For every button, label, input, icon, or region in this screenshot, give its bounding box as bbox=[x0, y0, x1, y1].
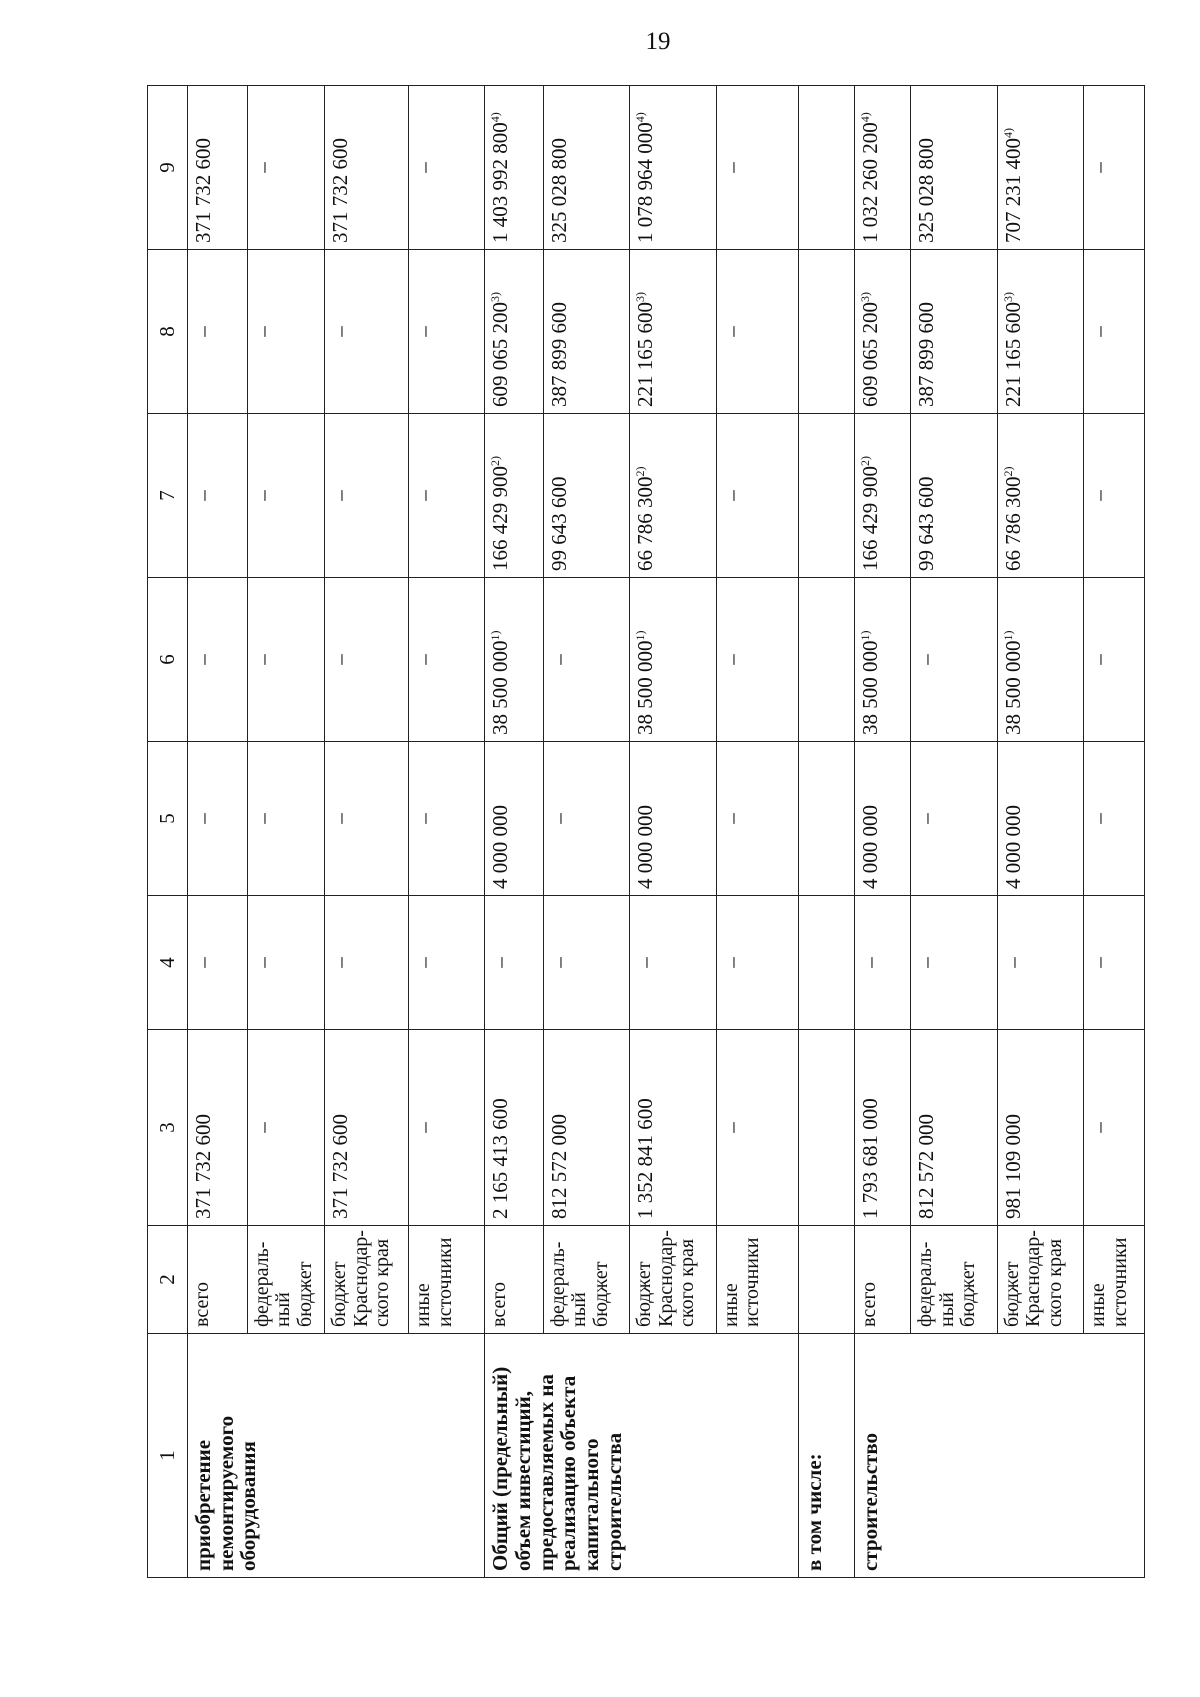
value-cell bbox=[630, 414, 717, 578]
value-text: – bbox=[191, 490, 216, 501]
value-text: – bbox=[546, 813, 571, 824]
value-cell bbox=[325, 250, 409, 414]
value-cell bbox=[485, 250, 543, 414]
empty-cell bbox=[798, 742, 854, 896]
value-text: 1 352 841 600 bbox=[633, 1098, 658, 1219]
value-cell bbox=[630, 896, 717, 1030]
value-cell bbox=[630, 86, 717, 250]
value-text: 38 500 000 bbox=[633, 640, 658, 735]
footnote-marker: 2) bbox=[633, 466, 648, 477]
value-text: 325 028 800 bbox=[546, 138, 571, 243]
value-cell bbox=[911, 896, 998, 1030]
value-cell bbox=[855, 250, 911, 414]
value-text: – bbox=[719, 162, 744, 173]
value-text: – bbox=[1087, 490, 1112, 501]
footnote-marker: 4) bbox=[633, 112, 648, 123]
value-cell bbox=[409, 414, 485, 578]
value-cell bbox=[409, 578, 485, 742]
value-cell bbox=[543, 896, 630, 1030]
empty-cell bbox=[798, 578, 854, 742]
footnote-marker: 3) bbox=[858, 292, 873, 302]
value-text: 1 032 260 200 bbox=[858, 122, 883, 243]
value-text: – bbox=[412, 1122, 437, 1133]
column-number: 3 bbox=[148, 1030, 188, 1226]
value-cell bbox=[247, 414, 325, 578]
value-text: 387 899 600 bbox=[546, 302, 571, 407]
value-cell bbox=[716, 250, 798, 414]
value-text: – bbox=[633, 957, 658, 968]
column-number-row bbox=[148, 86, 188, 1578]
value-text: – bbox=[412, 654, 437, 665]
value-text: 4 000 000 bbox=[1000, 805, 1025, 889]
value-cell bbox=[543, 250, 630, 414]
value-text: 387 899 600 bbox=[914, 302, 939, 407]
column-number: 7 bbox=[148, 414, 188, 578]
value-text: 4 000 000 bbox=[858, 805, 883, 889]
footnote-marker: 1) bbox=[633, 630, 648, 641]
value-text: 1 078 964 000 bbox=[633, 122, 658, 243]
value-cell bbox=[716, 896, 798, 1030]
value-cell bbox=[247, 742, 325, 896]
value-text: 371 732 600 bbox=[328, 138, 353, 243]
value-text: – bbox=[1087, 326, 1112, 337]
value-text: 99 643 600 bbox=[546, 476, 571, 571]
value-cell bbox=[855, 742, 911, 896]
value-cell bbox=[855, 1030, 911, 1226]
funding-source-cell: бюджет Краснодар-ского края bbox=[630, 1226, 717, 1334]
value-cell bbox=[630, 742, 717, 896]
value-text: – bbox=[250, 162, 275, 173]
footnote-marker: 4) bbox=[858, 112, 873, 123]
investment-table bbox=[147, 85, 1145, 1578]
value-text: – bbox=[328, 490, 353, 501]
value-cell bbox=[716, 742, 798, 896]
value-cell bbox=[1084, 250, 1145, 414]
table-row bbox=[855, 86, 911, 1578]
value-cell bbox=[188, 86, 247, 250]
value-text: – bbox=[719, 326, 744, 337]
value-text: 66 786 300 bbox=[1000, 476, 1025, 571]
value-text: – bbox=[412, 957, 437, 968]
value-text: – bbox=[191, 957, 216, 968]
value-text: 38 500 000 bbox=[1000, 640, 1025, 735]
value-cell bbox=[485, 86, 543, 250]
footnote-marker: 2) bbox=[1000, 466, 1015, 477]
column-number: 5 bbox=[148, 742, 188, 896]
value-cell bbox=[716, 414, 798, 578]
including-label: в том числе: bbox=[798, 1334, 854, 1578]
value-text: – bbox=[1087, 162, 1112, 173]
value-cell bbox=[188, 1030, 247, 1226]
value-text: 2 165 413 600 bbox=[488, 1098, 513, 1219]
value-text: 1 403 992 800 bbox=[488, 122, 513, 243]
funding-source-cell: федераль-ный бюджет bbox=[911, 1226, 998, 1334]
value-text: – bbox=[719, 654, 744, 665]
value-text: 609 065 200 bbox=[488, 302, 513, 407]
value-text: 609 065 200 bbox=[858, 302, 883, 407]
value-text: – bbox=[328, 654, 353, 665]
table-row bbox=[798, 86, 854, 1578]
footnote-marker: 3) bbox=[633, 292, 648, 302]
value-cell bbox=[409, 742, 485, 896]
value-cell bbox=[247, 896, 325, 1030]
value-cell bbox=[1084, 414, 1145, 578]
funding-source-cell: иные источники bbox=[409, 1226, 485, 1334]
column-number: 1 bbox=[148, 1334, 188, 1578]
value-cell bbox=[855, 414, 911, 578]
funding-source-cell: бюджет Краснодар-ского края bbox=[997, 1226, 1084, 1334]
value-text: – bbox=[1000, 957, 1025, 968]
value-text: – bbox=[488, 957, 513, 968]
footnote-marker: 1) bbox=[488, 630, 503, 641]
rotated-table-wrapper bbox=[147, 86, 1145, 1578]
empty-cell bbox=[798, 1226, 854, 1334]
value-text: 707 231 400 bbox=[1000, 138, 1025, 243]
funding-source-cell: федераль-ный бюджет bbox=[543, 1226, 630, 1334]
footnote-marker: 3) bbox=[1000, 292, 1015, 302]
value-cell bbox=[911, 86, 998, 250]
page-number: 19 bbox=[645, 28, 671, 55]
value-cell bbox=[997, 896, 1084, 1030]
value-cell bbox=[485, 578, 543, 742]
value-text: – bbox=[328, 813, 353, 824]
value-text: – bbox=[250, 654, 275, 665]
value-text: – bbox=[719, 813, 744, 824]
value-cell bbox=[997, 86, 1084, 250]
value-cell bbox=[409, 250, 485, 414]
value-cell bbox=[543, 414, 630, 578]
value-cell bbox=[325, 896, 409, 1030]
funding-source-cell: всего bbox=[188, 1226, 247, 1334]
value-cell bbox=[247, 86, 325, 250]
value-cell bbox=[911, 578, 998, 742]
value-cell bbox=[188, 896, 247, 1030]
value-cell bbox=[1084, 742, 1145, 896]
funding-source-cell: всего bbox=[855, 1226, 911, 1334]
value-text: 38 500 000 bbox=[488, 640, 513, 735]
value-cell bbox=[485, 742, 543, 896]
value-cell bbox=[188, 742, 247, 896]
value-text: 325 028 800 bbox=[914, 138, 939, 243]
value-text: 66 786 300 bbox=[633, 476, 658, 571]
value-text: – bbox=[1087, 957, 1112, 968]
value-text: – bbox=[719, 1122, 744, 1133]
table-row bbox=[188, 86, 247, 1578]
value-text: – bbox=[1087, 654, 1112, 665]
value-cell bbox=[855, 86, 911, 250]
value-text: 1 793 681 000 bbox=[858, 1098, 883, 1219]
value-text: 4 000 000 bbox=[633, 805, 658, 889]
value-cell bbox=[911, 742, 998, 896]
footnote-marker: 2) bbox=[488, 456, 503, 466]
value-text: 371 732 600 bbox=[328, 1114, 353, 1219]
row-group-label: Общий (предельный) объем инвестиций, предоставляемых на реализацию объекта капитального строительства bbox=[485, 1334, 799, 1578]
value-cell bbox=[543, 86, 630, 250]
value-cell bbox=[325, 1030, 409, 1226]
column-number: 6 bbox=[148, 578, 188, 742]
value-text: – bbox=[250, 490, 275, 501]
value-cell bbox=[997, 250, 1084, 414]
value-cell bbox=[325, 578, 409, 742]
value-cell bbox=[247, 250, 325, 414]
funding-source-cell: всего bbox=[485, 1226, 543, 1334]
value-cell bbox=[409, 896, 485, 1030]
value-cell bbox=[1084, 578, 1145, 742]
value-cell bbox=[409, 86, 485, 250]
footnote-marker: 4) bbox=[488, 112, 503, 123]
value-cell bbox=[997, 578, 1084, 742]
value-text: – bbox=[412, 326, 437, 337]
value-cell bbox=[188, 578, 247, 742]
value-text: – bbox=[719, 957, 744, 968]
funding-source-cell: иные источники bbox=[1084, 1226, 1145, 1334]
value-text: – bbox=[412, 162, 437, 173]
value-text: – bbox=[412, 813, 437, 824]
value-text: – bbox=[250, 1122, 275, 1133]
value-cell bbox=[325, 414, 409, 578]
footnote-marker: 4) bbox=[1000, 128, 1015, 138]
funding-source-cell: иные источники bbox=[716, 1226, 798, 1334]
value-cell bbox=[1084, 896, 1145, 1030]
value-cell bbox=[855, 578, 911, 742]
value-text: 371 732 600 bbox=[191, 1114, 216, 1219]
table-row bbox=[485, 86, 543, 1578]
value-cell bbox=[855, 896, 911, 1030]
value-text: 166 429 900 bbox=[488, 466, 513, 571]
value-cell bbox=[716, 86, 798, 250]
funding-source-cell: федераль-ный бюджет bbox=[247, 1226, 325, 1334]
value-text: – bbox=[191, 654, 216, 665]
value-text: 221 165 600 bbox=[1000, 302, 1025, 407]
value-cell bbox=[188, 250, 247, 414]
footnote-marker: 1) bbox=[858, 630, 873, 641]
value-text: – bbox=[328, 957, 353, 968]
value-text: 38 500 000 bbox=[858, 640, 883, 735]
value-text: – bbox=[1087, 1122, 1112, 1133]
column-number: 4 bbox=[148, 896, 188, 1030]
value-text: – bbox=[250, 326, 275, 337]
value-text: – bbox=[914, 957, 939, 968]
value-text: – bbox=[250, 957, 275, 968]
row-group-label: строительство bbox=[855, 1334, 1145, 1578]
footnote-marker: 2) bbox=[858, 456, 873, 466]
column-number: 2 bbox=[148, 1226, 188, 1334]
value-cell bbox=[247, 1030, 325, 1226]
value-cell bbox=[630, 1030, 717, 1226]
value-cell bbox=[911, 1030, 998, 1226]
value-text: – bbox=[546, 957, 571, 968]
value-cell bbox=[485, 1030, 543, 1226]
value-cell bbox=[543, 578, 630, 742]
value-text: 4 000 000 bbox=[488, 805, 513, 889]
value-cell bbox=[543, 742, 630, 896]
value-text: 981 109 000 bbox=[1000, 1114, 1025, 1219]
value-cell bbox=[1084, 1030, 1145, 1226]
value-text: – bbox=[250, 813, 275, 824]
column-number: 8 bbox=[148, 250, 188, 414]
empty-cell bbox=[798, 86, 854, 250]
value-cell bbox=[911, 250, 998, 414]
value-text: – bbox=[412, 490, 437, 501]
row-group-label: приобретение немонтируемого оборудования bbox=[188, 1334, 485, 1578]
value-cell bbox=[911, 414, 998, 578]
value-cell bbox=[997, 1030, 1084, 1226]
value-text: 166 429 900 bbox=[858, 466, 883, 571]
value-text: 221 165 600 bbox=[633, 302, 658, 407]
value-text: – bbox=[328, 326, 353, 337]
value-cell bbox=[1084, 86, 1145, 250]
value-cell bbox=[247, 578, 325, 742]
value-cell bbox=[997, 414, 1084, 578]
value-cell bbox=[997, 742, 1084, 896]
value-cell bbox=[543, 1030, 630, 1226]
empty-cell bbox=[798, 1030, 854, 1226]
value-text: – bbox=[1087, 813, 1112, 824]
value-text: – bbox=[858, 957, 883, 968]
footnote-marker: 3) bbox=[488, 292, 503, 302]
value-text: 812 572 000 bbox=[914, 1114, 939, 1219]
value-cell bbox=[325, 86, 409, 250]
value-text: 812 572 000 bbox=[546, 1114, 571, 1219]
empty-cell bbox=[798, 250, 854, 414]
value-cell bbox=[630, 250, 717, 414]
funding-source-cell: бюджет Краснодар-ского края bbox=[325, 1226, 409, 1334]
value-cell bbox=[325, 742, 409, 896]
value-text: 371 732 600 bbox=[191, 138, 216, 243]
value-text: – bbox=[191, 326, 216, 337]
value-cell bbox=[485, 896, 543, 1030]
value-text: 99 643 600 bbox=[914, 476, 939, 571]
column-number: 9 bbox=[148, 86, 188, 250]
value-text: – bbox=[546, 654, 571, 665]
value-cell bbox=[485, 414, 543, 578]
value-text: – bbox=[719, 490, 744, 501]
value-cell bbox=[716, 578, 798, 742]
value-text: – bbox=[914, 813, 939, 824]
value-text: – bbox=[191, 813, 216, 824]
value-cell bbox=[409, 1030, 485, 1226]
value-cell bbox=[630, 578, 717, 742]
footnote-marker: 1) bbox=[1000, 630, 1015, 641]
value-text: – bbox=[914, 654, 939, 665]
empty-cell bbox=[798, 896, 854, 1030]
value-cell bbox=[188, 414, 247, 578]
value-cell bbox=[716, 1030, 798, 1226]
empty-cell bbox=[798, 414, 854, 578]
